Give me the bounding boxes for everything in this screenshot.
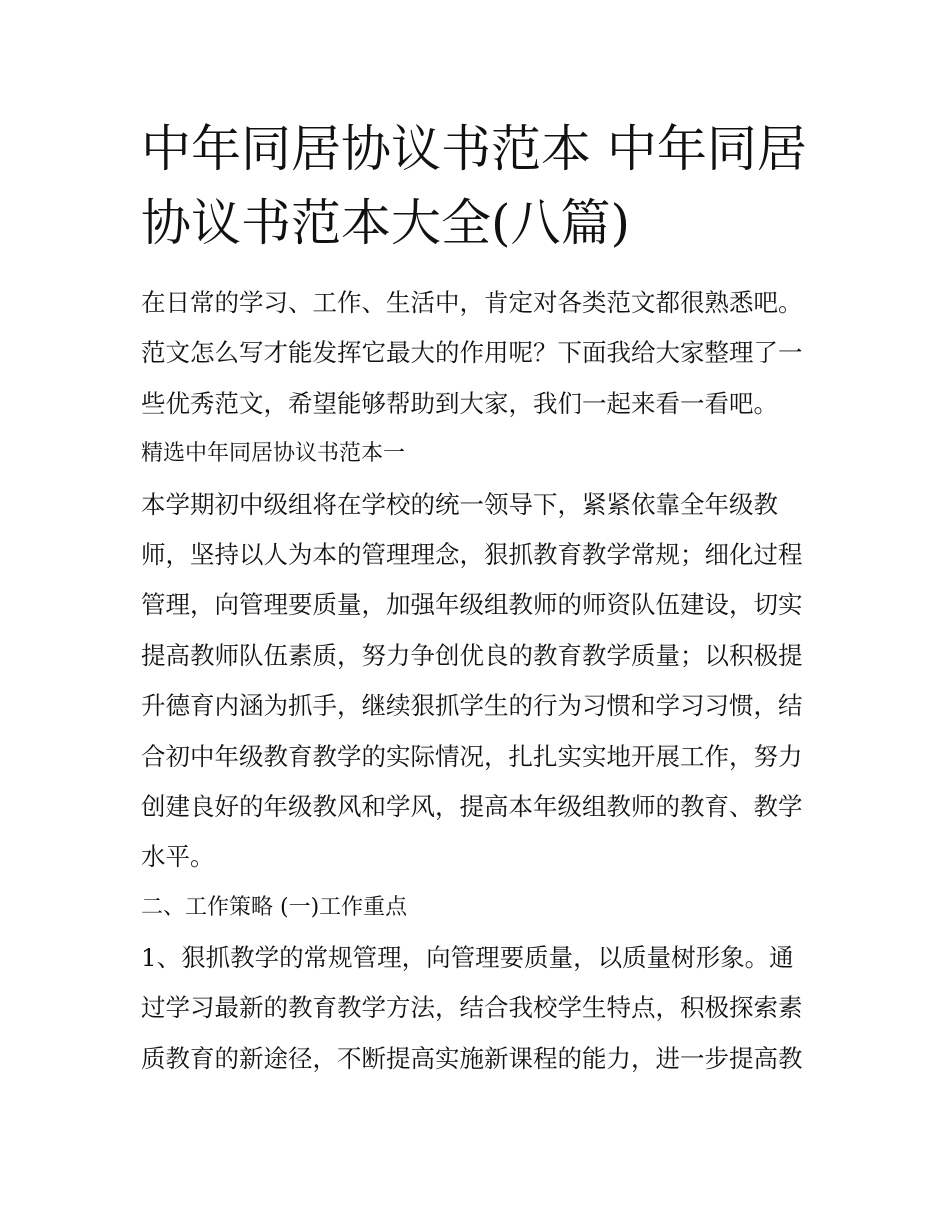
document-title	[141, 112, 821, 260]
body-line: 些优秀范文，希望能够帮助到大家，我们一起来看一看吧。	[141, 388, 778, 418]
body-line: 管理，向管理要质量，加强年级组教师的师资队伍建设，切实	[141, 590, 803, 620]
body-line: 合初中年级教育教学的实际情况，扎扎实实地开展工作，努力	[141, 741, 803, 771]
body-line: 质教育的新途径，不断提高实施新课程的能力，进一步提高教	[141, 1043, 803, 1073]
body-line: 水平。	[141, 842, 215, 872]
body-line: 范文怎么写才能发挥它最大的作用呢？下面我给大家整理了一	[141, 338, 803, 368]
title-line-1: 中年同居协议书范本 中年同居	[141, 120, 807, 178]
body-line: 提高教师队伍素质，努力争创优良的教育教学质量；以积极提	[141, 640, 803, 670]
body-line: 在日常的学习、工作、生活中，肯定对各类范文都很熟悉吧。	[141, 288, 803, 317]
body-line: 师，坚持以人为本的管理理念，狠抓教育教学常规；细化过程	[141, 539, 803, 569]
body-line: 创建良好的年级教风和学风，提高本年级组教师的教育、教学	[141, 791, 803, 821]
section-heading: 精选中年同居协议书范本一	[141, 441, 406, 467]
body-line: 升德育内涵为抓手，继续狠抓学生的行为习惯和学习习惯，结	[141, 691, 803, 721]
section-heading: 二、工作策略 (一)工作重点	[141, 894, 408, 920]
title-line-2: 协议书范本大全(八篇)	[141, 194, 631, 252]
body-line: 过学习最新的教育教学方法，结合我校学生特点，积极探索素	[141, 993, 803, 1023]
body-line: 本学期初中级组将在学校的统一领导下，紧紧依靠全年级教	[141, 489, 778, 519]
body-line: 1、狠抓教学的常规管理，向管理要质量，以质量树形象。通	[141, 943, 794, 973]
document-body	[141, 278, 821, 1084]
